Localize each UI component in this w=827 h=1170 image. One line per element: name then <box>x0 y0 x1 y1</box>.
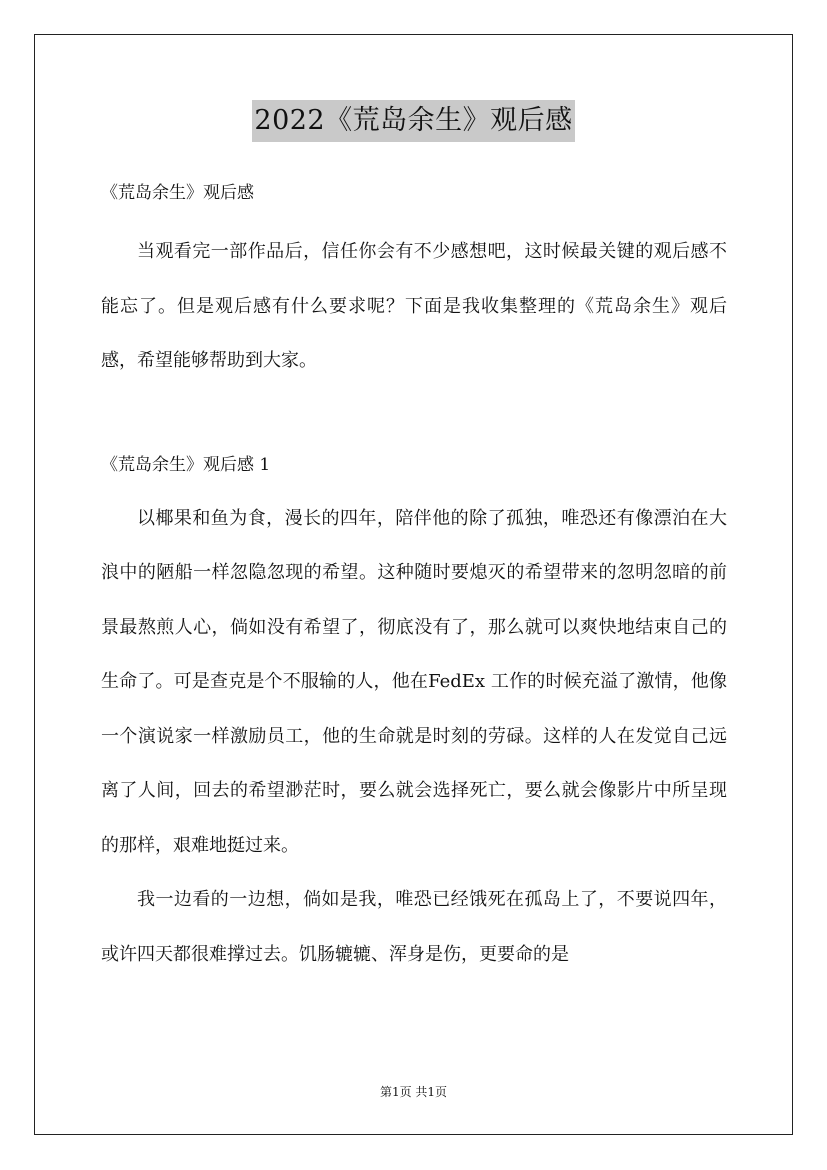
title-container <box>0 100 827 142</box>
section-1-paragraph-1: 以椰果和鱼为食，漫长的四年，陪伴他的除了孤独，唯恐还有像漂泊在大浪中的陋船一样忽隐忽现的希望。这种随时要熄灭的希望带来的忽明忽暗的前景最熬煎人心，倘如没有希望了，彻底没有了，那么就可以爽快地结束自己的生命了。可是查克是个不服输的人，他在FedEx 工作的时候充溢了激情，他像一个演说家一样激励员工，他的生命就是时刻的劳碌。这样的人在发觉自己远离了人间，回去的希望渺茫时，要么就会选择死亡，要么就会像影片中所呈现的那样，艰难地挺过来。 <box>101 507 727 856</box>
section-heading-1: 《荒岛余生》观后感 1 <box>101 454 271 475</box>
intro-paragraph: 当观看完一部作品后，信任你会有不少感想吧，这时候最关键的观后感不能忘了。但是观后感有什么要求呢？下面是我收集整理的《荒岛余生》观后感，希望能够帮助到大家。 <box>101 241 727 371</box>
document-title: 2022《荒岛余生》观后感 <box>252 100 574 142</box>
document-body <box>101 174 727 982</box>
section-1-paragraph-2: 我一边看的一边想，倘如是我，唯恐已经饿死在孤岛上了，不要说四年，或许四天都很难撑过去。饥肠辘辘、浑身是伤，更要命的是 <box>101 889 727 965</box>
main-heading: 《荒岛余生》观后感 <box>101 183 254 203</box>
page-footer: 第1页 共1页 <box>379 1085 448 1099</box>
